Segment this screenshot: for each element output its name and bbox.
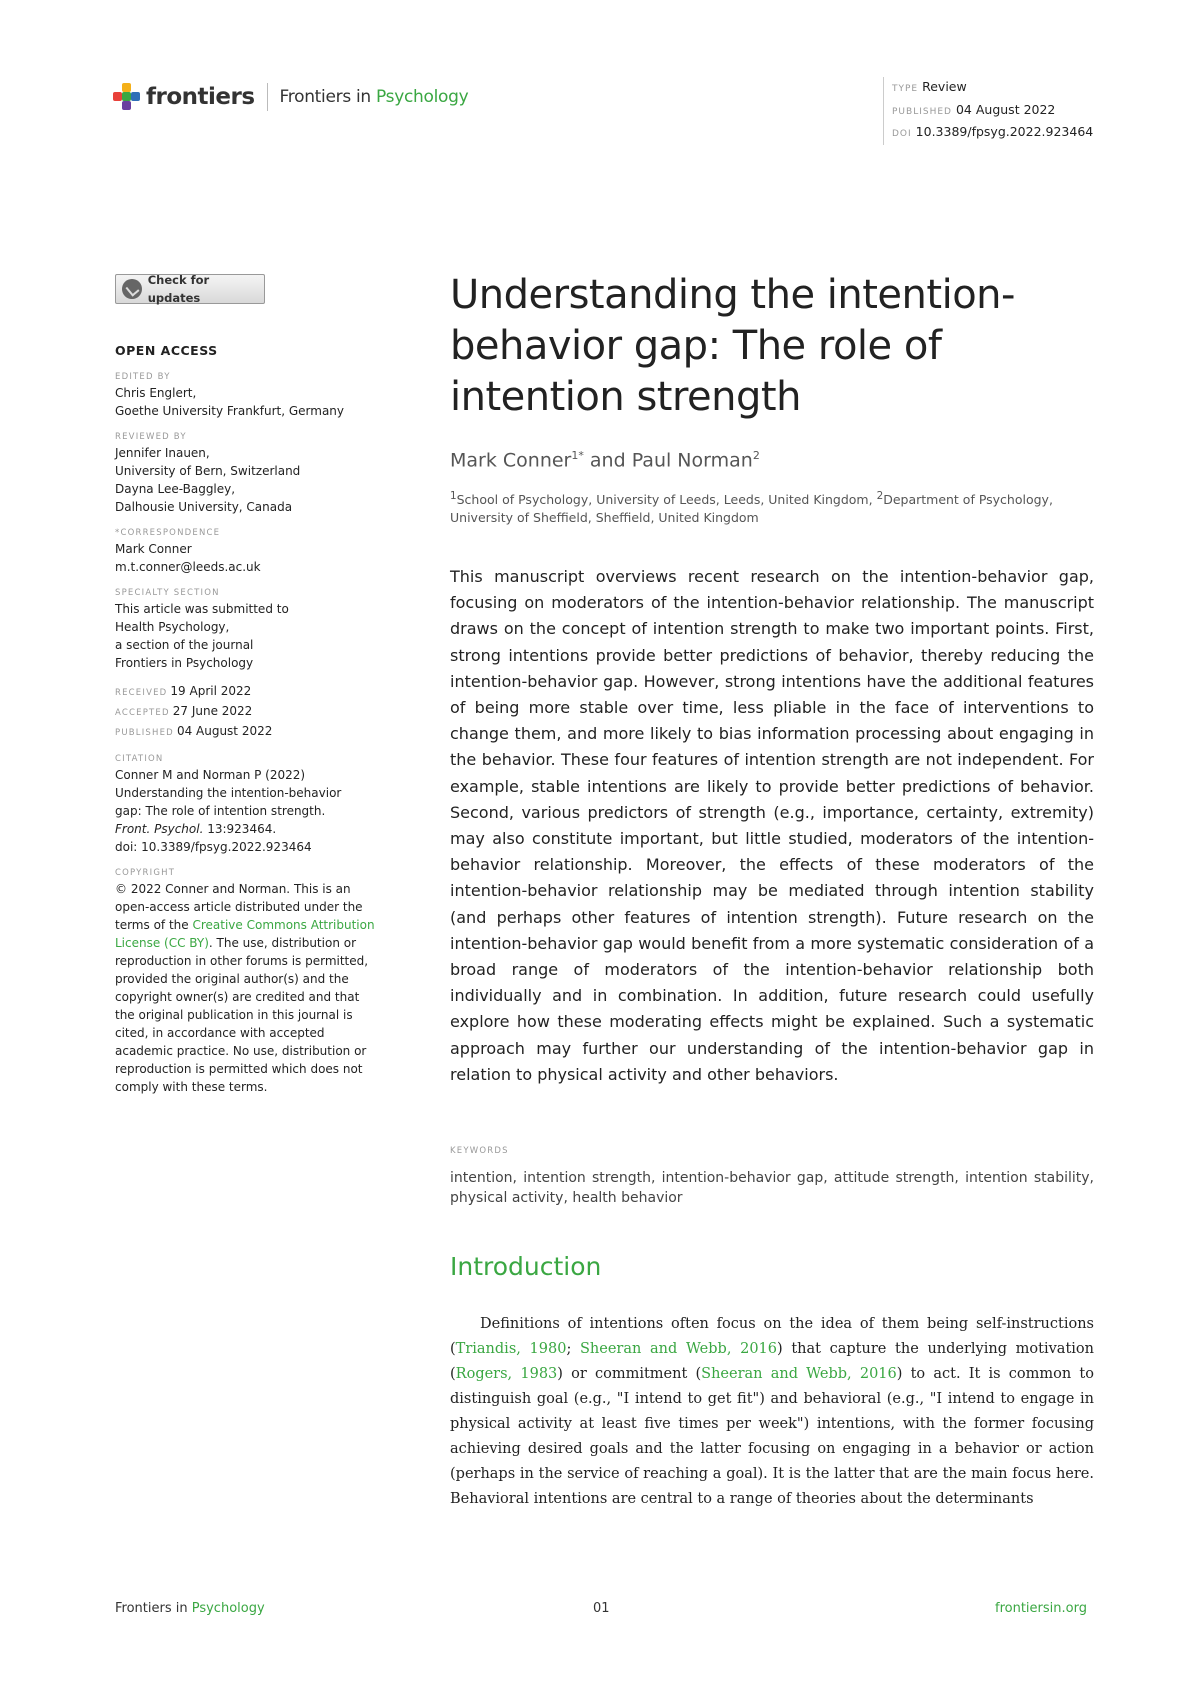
affil-marker: 2 — [876, 490, 884, 502]
reviewed-by — [115, 444, 375, 516]
specialty-line: Health Psychology, — [115, 620, 230, 634]
specialty-section-label: SPECIALTY SECTION — [115, 588, 220, 598]
citation — [115, 766, 375, 856]
journal-name — [280, 87, 469, 107]
article-meta — [883, 77, 1093, 145]
reviewer-affiliation: Dalhousie University, Canada — [115, 500, 293, 514]
specialty-line: This article was submitted to — [115, 602, 289, 616]
reviewer-name: Jennifer Inauen, — [115, 446, 210, 460]
open-access-label: OPEN ACCESS — [115, 343, 218, 358]
frontiers-logo[interactable] — [113, 83, 468, 111]
page-number: 01 — [593, 1601, 610, 1616]
correspondence-label: *CORRESPONDENCE — [115, 528, 221, 538]
keywords: intention, intention strength, intention-behavior gap, attitude strength, intention stability, physical activity, health behavior — [450, 1170, 1094, 1206]
author-affil-marker: 1* — [571, 449, 584, 462]
footer-journal-suffix: Psychology — [191, 1601, 265, 1616]
author-list — [450, 449, 760, 471]
accepted-key: ACCEPTED — [115, 708, 170, 718]
meta-published — [892, 100, 1093, 123]
author-affil-marker: 2 — [752, 449, 760, 462]
edited-by — [115, 384, 375, 420]
meta-type — [892, 77, 1093, 100]
editor-affiliation: Goethe University Frankfurt, Germany — [115, 404, 345, 418]
copyright-post: . The use, distribution or reproduction in other forums is permitted, provided the original author(s) and the copyright owner(s) are credited and that the original publication in this journal is cited, in accordance with accepted academic practice. No use, distribution or reproduction is permitted which does not comply with these terms. — [115, 936, 369, 1094]
citation-link[interactable]: Sheeran and Webb, 2016 — [701, 1366, 897, 1382]
brand-name: frontiers — [146, 84, 255, 110]
edited-by-label: EDITED BY — [115, 372, 171, 382]
journal-prefix: Frontiers in — [279, 87, 371, 107]
intro-text: ; — [566, 1341, 580, 1357]
meta-doi-value[interactable]: 10.3389/fpsyg.2022.923464 — [915, 124, 1094, 139]
intro-text: ) that capture the underlying motivation ( — [450, 1341, 1094, 1382]
accepted-date — [115, 702, 375, 722]
copyright-pre: © 2022 Conner and Norman. This is an open-access article distributed under the terms of the — [115, 882, 363, 932]
intro-text: Definitions of intentions often focus on the idea of them being self-instructions ( — [450, 1316, 1094, 1357]
affiliations — [450, 487, 1100, 527]
citation-line: Understanding the intention-behavior — [115, 786, 342, 800]
sidebar — [115, 274, 375, 1096]
meta-doi-key: DOI — [892, 129, 912, 139]
specialty-line: Frontiers in Psychology — [115, 656, 254, 670]
article-title: Understanding the intention-behavior gap: The role of intention strength — [450, 272, 1015, 420]
citation-link[interactable]: Rogers, 1983 — [455, 1366, 558, 1382]
received-date — [115, 682, 375, 702]
citation-journal: Front. Psychol. — [115, 822, 204, 836]
received-key: RECEIVED — [115, 688, 168, 698]
introduction-paragraph — [450, 1312, 1094, 1512]
published-key: PUBLISHED — [115, 728, 174, 738]
published-value: 04 August 2022 — [176, 724, 273, 738]
reviewed-by-label: REVIEWED BY — [115, 432, 187, 442]
copyright-text — [115, 880, 375, 1096]
check-updates-icon — [122, 279, 142, 299]
citation-line: gap: The role of intention strength. — [115, 804, 326, 818]
specialty-section — [115, 600, 375, 672]
check-for-updates-button[interactable] — [115, 274, 265, 304]
reviewer-affiliation: University of Bern, Switzerland — [115, 464, 301, 478]
cc-by-license-link[interactable]: Creative Commons Attribution License (CC BY) — [115, 918, 375, 950]
meta-published-value: 04 August 2022 — [955, 101, 1056, 117]
keywords-label: KEYWORDS — [450, 1146, 509, 1156]
specialty-line: a section of the journal — [115, 638, 254, 652]
frontiers-logo-icon — [113, 83, 140, 111]
footer-journal — [115, 1601, 265, 1616]
affiliation: Department of Psychology, University of Sheffield, Sheffield, United Kingdom — [450, 492, 1053, 526]
meta-type-key: TYPE — [892, 84, 919, 94]
citation-line: Conner M and Norman P (2022) — [115, 768, 306, 782]
copyright-label: COPYRIGHT — [115, 868, 176, 878]
article-dates — [115, 682, 375, 742]
correspondence-email[interactable]: m.t.conner@leeds.ac.uk — [115, 560, 261, 574]
abstract: This manuscript overviews recent research on the intention-behavior gap, focusing on moderators of the intention-behavior relationship. The manuscript draws on the concept of intention strength to make two important points. First, strong intentions provide better predictions of behavior, thereby reducing the intention-behavior gap. However, strong intentions have the additional features of being more stable over time, less pliable in the face of interventions to change them, and more likely to bias information processing about engaging in the behavior. These four features of intention strength are not independent. For example, stable intentions are likely to provide better predictions of behavior. Second, various predictors of strength (e.g., importance, certainty, extremity) may also constitute important, but little studied, moderators of the intention-behavior relationship. Moreover, the effects of these moderators of the intention-behavior relationship may be mediated through intention stability (and perhaps other features of intention strength). Future research on the intention-behavior gap would benefit from a more systematic consideration of a broad range of moderators of the intention-behavior relationship both individually and in combination. In addition, future research could usefully explore how these moderating effects might be explained. Such a systematic approach may further our understanding of the intention-behavior gap in relation to physical activity and other behaviors. — [450, 567, 1094, 1084]
meta-published-key: PUBLISHED — [892, 106, 952, 117]
meta-type-value: Review — [922, 79, 967, 94]
check-updates-label: Check for updates — [147, 273, 210, 305]
introduction-heading: Introduction — [450, 1252, 602, 1281]
citation-link[interactable]: Triandis, 1980 — [455, 1341, 567, 1357]
editor-name: Chris Englert, — [115, 386, 197, 400]
intro-text: ) or commitment ( — [557, 1366, 702, 1382]
author-name[interactable]: Mark Conner — [450, 449, 572, 472]
citation-volume: 13:923464. — [203, 822, 277, 836]
accepted-value: 27 June 2022 — [172, 704, 253, 718]
correspondence — [115, 540, 375, 576]
citation-journal-line — [115, 820, 375, 838]
footer-journal-prefix: Frontiers in — [115, 1601, 192, 1616]
published-date — [115, 722, 375, 742]
affil-marker: 1 — [450, 490, 457, 502]
footer-site-link[interactable]: frontiersin.org — [995, 1601, 1087, 1616]
correspondence-name: Mark Conner — [115, 542, 192, 556]
citation-link[interactable]: Sheeran and Webb, 2016 — [580, 1341, 777, 1357]
received-value: 19 April 2022 — [170, 684, 252, 698]
author-name[interactable]: and Paul Norman — [583, 449, 753, 472]
intro-text: ) to act. It is common to distinguish goal (e.g., "I intend to get fit") and behavioral (e.g., "I intend to engage in physical activity at least five times per week") intentions, with the former focusing achieving desired goals and the latter focusing on engaging in a behavior or action (perhaps in the service of reaching a goal). It is the latter that are the main focus here. Behavioral intentions are central to a range of theories about the determinants — [450, 1366, 1094, 1507]
citation-label: CITATION — [115, 754, 164, 764]
citation-doi[interactable]: doi: 10.3389/fpsyg.2022.923464 — [115, 840, 312, 854]
journal-suffix: Psychology — [375, 87, 469, 107]
logo-divider — [267, 83, 268, 111]
reviewer-name: Dayna Lee-Baggley, — [115, 482, 236, 496]
affiliation: School of Psychology, University of Leeds, Leeds, United Kingdom, — [456, 492, 877, 508]
meta-doi — [892, 122, 1093, 145]
